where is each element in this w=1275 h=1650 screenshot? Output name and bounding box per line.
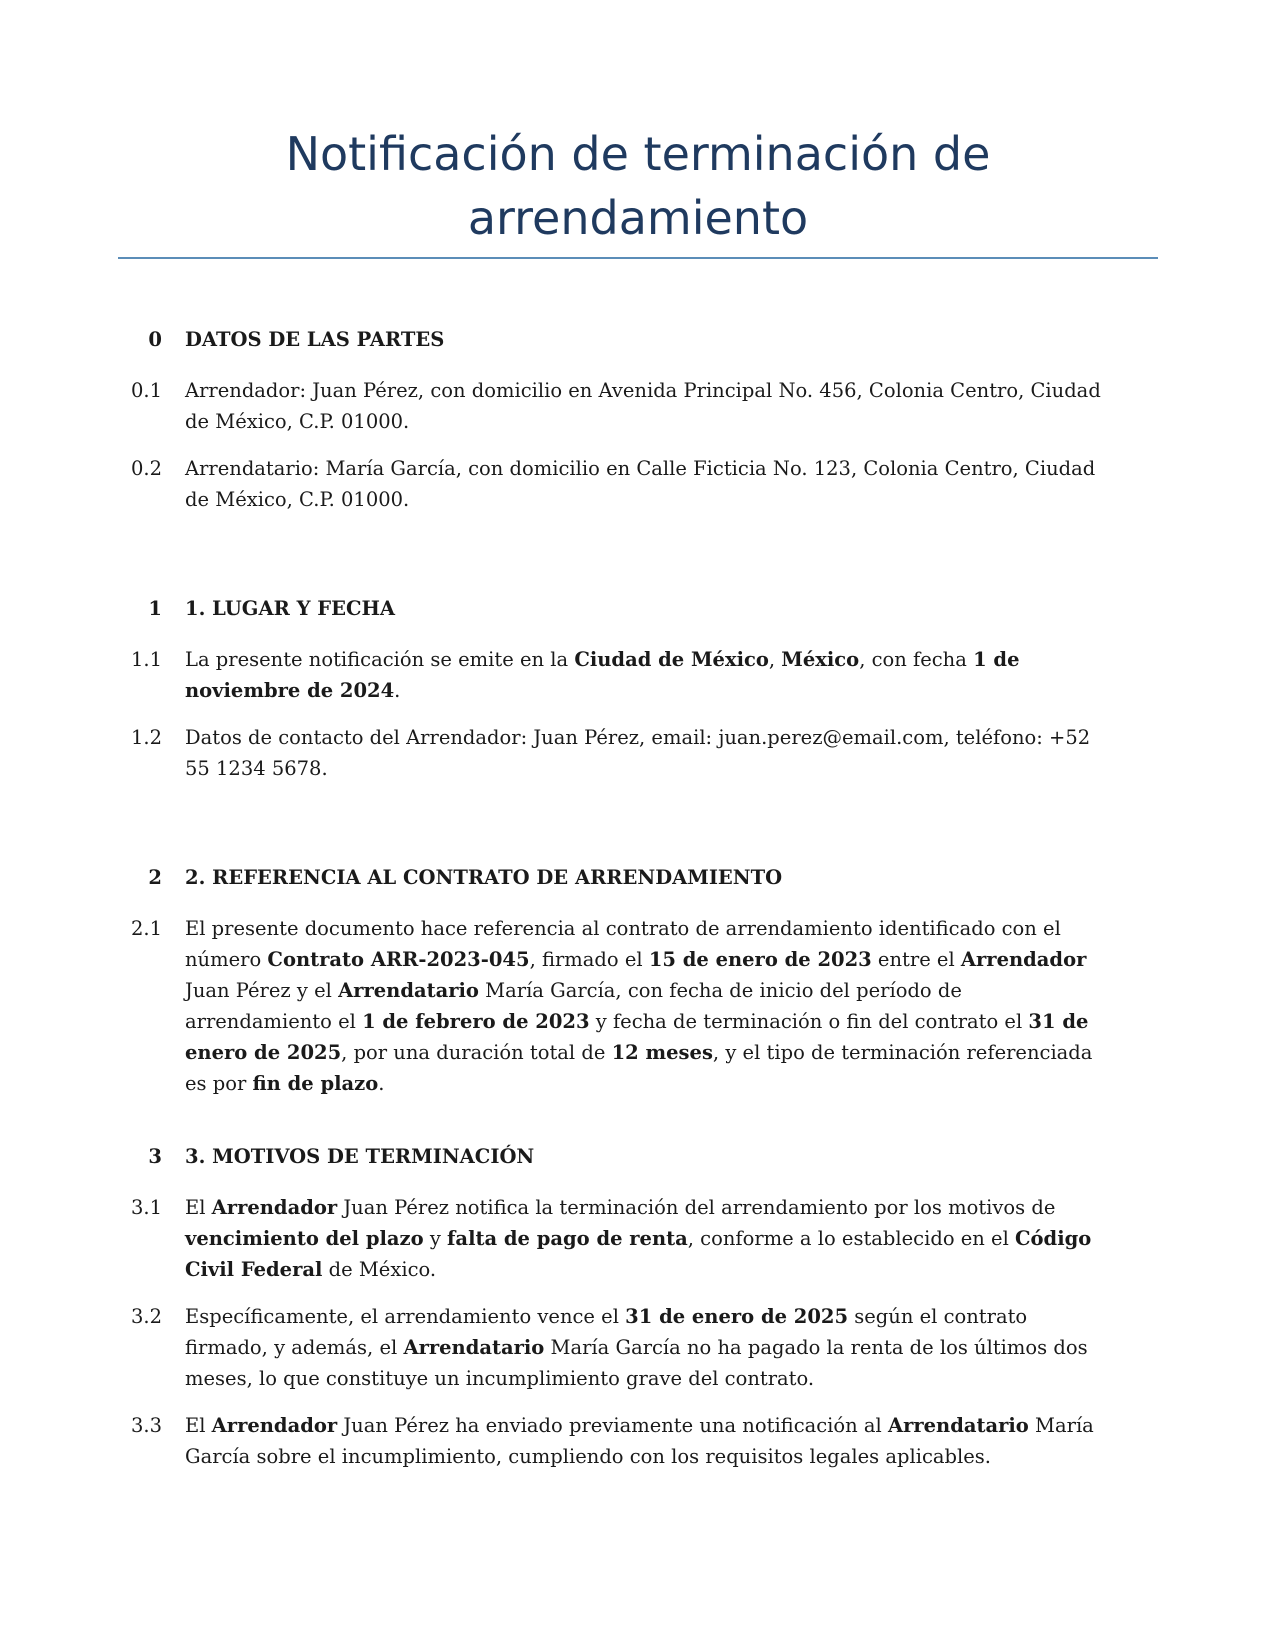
clause — [0, 375, 1275, 437]
bold-term: 1 de noviembre de 2024 — [185, 648, 1020, 702]
section-title: DATOS DE LAS PARTES — [185, 328, 445, 351]
bold-term: Arrendador — [960, 948, 1087, 971]
section-contract-reference — [0, 862, 1275, 1099]
clause-number: 1.1 — [130, 648, 162, 671]
section-title: 1. LUGAR Y FECHA — [185, 597, 396, 620]
clause-text: La presente notificación se emite en la Ciudad de México, México, con fecha 1 de noviembre de 2024. — [185, 648, 1020, 702]
section-number: 2 — [148, 866, 162, 889]
bold-term: Código Civil Federal — [185, 1227, 1092, 1281]
bold-term: Contrato ARR-2023-045 — [267, 948, 530, 971]
section-place-date — [0, 593, 1275, 784]
clause-number: 2.1 — [130, 917, 162, 940]
clause-text: El presente documento hace referencia al contrato de arrendamiento identificado con el número Contrato ARR-2023-045, firmado el 15 de enero de 2023 entre el Arrendador Juan Pérez y el Arrendatario María García, con fecha de inicio del período de arrendamiento el 1 de febrero de 2023 y fecha de terminación o fin del contrato el 31 de enero de 2025, por una duración total de 12 meses, y el tipo de terminación referenciada es por fin de plazo. — [185, 917, 1093, 1095]
section-heading — [0, 862, 1275, 893]
bold-term: Arrendatario — [887, 1414, 1029, 1437]
clause — [0, 913, 1275, 1099]
clause — [0, 1410, 1275, 1472]
section-heading — [0, 1141, 1275, 1172]
clause — [0, 1192, 1275, 1285]
clause — [0, 453, 1275, 515]
section-number: 3 — [148, 1145, 162, 1168]
bold-term: 12 meses — [611, 1041, 713, 1064]
section-parties — [0, 324, 1275, 515]
bold-term: Ciudad de México — [574, 648, 769, 671]
bold-term: fin de plazo — [252, 1072, 379, 1095]
clause-text: Específicamente, el arrendamiento vence el 31 de enero de 2025 según el contrato firmado, y además, el Arrendatario María García no ha pagado la renta de los últimos dos meses, lo que constituye un incumplimiento grave del contrato. — [185, 1305, 1088, 1390]
bold-term: falta de pago de renta — [447, 1227, 688, 1250]
bold-term: 15 de enero de 2023 — [648, 948, 872, 971]
section-title: 3. MOTIVOS DE TERMINACIÓN — [185, 1145, 535, 1168]
section-termination-reasons — [0, 1141, 1275, 1472]
clause-number: 3.2 — [130, 1305, 162, 1328]
clause-number: 0.2 — [130, 457, 162, 480]
bold-term: Arrendador — [211, 1196, 338, 1219]
clause-number: 3.3 — [130, 1414, 162, 1437]
clause — [0, 722, 1275, 784]
clause-number: 1.2 — [130, 726, 162, 749]
section-number: 0 — [148, 328, 162, 351]
clause-text: El Arrendador Juan Pérez notifica la terminación del arrendamiento por los motivos de vencimiento del plazo y falta de pago de renta, conforme a lo establecido en el Código Civil Federal de México. — [185, 1196, 1092, 1281]
title-underline — [118, 257, 1158, 259]
bold-term: vencimiento del plazo — [185, 1227, 424, 1250]
document-title: Notificación de terminación de arrendamiento — [285, 127, 991, 245]
section-heading — [0, 324, 1275, 355]
clause — [0, 1301, 1275, 1394]
bold-term: 1 de febrero de 2023 — [362, 1010, 590, 1033]
clause-text: El Arrendador Juan Pérez ha enviado previamente una notificación al Arrendatario María García sobre el incumplimiento, cumpliendo con los requisitos legales aplicables. — [185, 1414, 1094, 1468]
bold-term: Arrendatario — [403, 1336, 545, 1359]
section-number: 1 — [148, 597, 162, 620]
clause-number: 3.1 — [130, 1196, 162, 1219]
section-title: 2. REFERENCIA AL CONTRATO DE ARRENDAMIENTO — [185, 866, 783, 889]
bold-term: Arrendatario — [338, 979, 479, 1002]
section-heading — [0, 593, 1275, 624]
clause — [0, 644, 1275, 706]
clause-number: 0.1 — [130, 379, 162, 402]
bold-term: México — [781, 648, 860, 671]
bold-term: Arrendador — [211, 1414, 338, 1437]
clause-text: Datos de contacto del Arrendador: Juan Pérez, email: juan.perez@email.com, teléfono: +52 55 1234 5678. — [185, 726, 1091, 780]
bold-term: 31 de enero de 2025 — [185, 1010, 1089, 1064]
clause-text: Arrendatario: María García, con domicilio en Calle Ficticia No. 123, Colonia Centro, Ciudad de México, C.P. 01000. — [185, 457, 1096, 511]
clause-text: Arrendador: Juan Pérez, con domicilio en Avenida Principal No. 456, Colonia Centro, Ciudad de México, C.P. 01000. — [185, 379, 1101, 433]
bold-term: 31 de enero de 2025 — [625, 1305, 849, 1328]
